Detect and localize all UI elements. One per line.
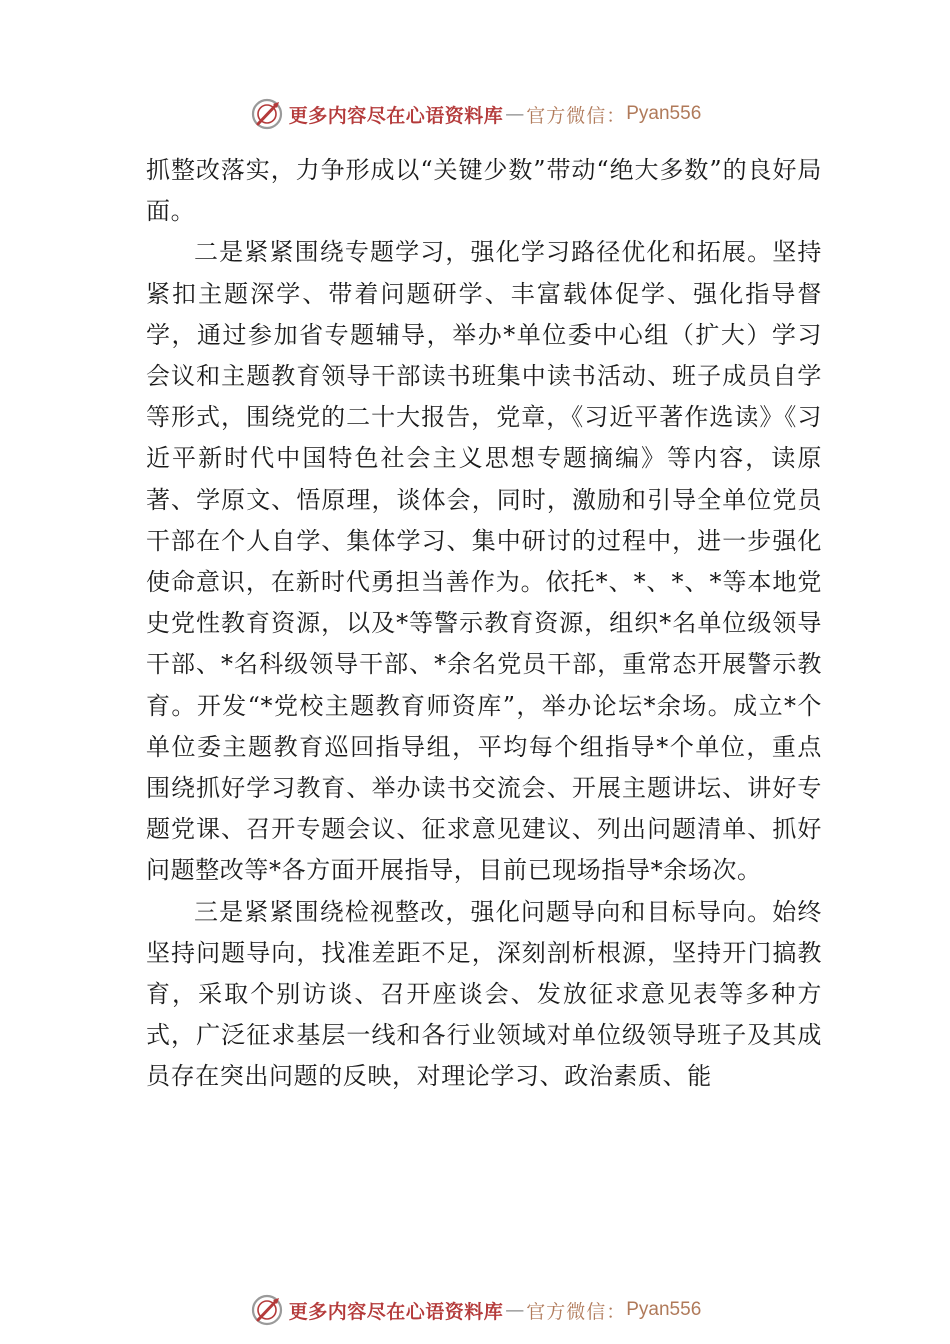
footer-separator: — [505, 1299, 525, 1321]
document-body [146, 150, 822, 1098]
header-wechat-label: 官方微信： [526, 104, 627, 127]
paragraph-study: 二是紧紧围绕专题学习，强化学习路径优化和拓展。坚持紧扣主题深学、带着问题研学、丰富载体促学、强化指导督学，通过参加省专题辅导，举办*单位委中心组（扩大）学习会议和主题教育领导干部读书班集中读书活动、班子成员自学等形式，围绕党的二十大报告，党章，《习近平著作选读》《习近平新时代中国特色社会主义思想专题摘编》等内容，读原著、学原文、悟原理，谈体会，同时，激励和引导全单位党员干部在个人自学、集体学习、集中研讨的过程中，进一步强化使命意识，在新时代勇担当善作为。依托*、*、*、*等本地党史党性教育资源，以及*等警示教育资源，组织*名单位级领导干部、*名科级领导干部、*余名党员干部，重常态开展警示教育。开发“*党校主题教育师资库”，举办论坛*余场。成立*个单位委主题教育巡回指导组，平均每个组指导*个单位，重点围绕抓好学习教育、举办读书交流会、开展主题讲坛、讲好专题党课、召开专题会议、征求意见建议、列出问题清单、抓好问题整改等*各方面开展指导，目前已现场指导*余场次。 [146, 238, 822, 885]
brush-seal-icon [249, 96, 285, 132]
footer-wechat-id: Pyan556 [626, 1299, 702, 1320]
footer-brand-text: 更多内容尽在心语资料库 [288, 1300, 504, 1323]
paragraph-continuation: 抓整改落实，力争形成以“关键少数”带动“绝大多数”的良好局面。 [146, 156, 822, 226]
brush-seal-icon [249, 1292, 285, 1328]
paragraph-rectification: 三是紧紧围绕检视整改，强化问题导向和目标导向。始终坚持问题导向，找准差距不足，深刻剖析根源，坚持开门搞教育，采取个别访谈、召开座谈会、发放征求意见表等多种方式，广泛征求基层一线和各行业领域对单位级领导班子及其成员存在突出问题的反映，对理论学习、政治素质、能 [146, 897, 822, 1091]
header-wechat-id: Pyan556 [626, 103, 702, 124]
header-separator: — [505, 103, 525, 125]
header-brand-text: 更多内容尽在心语资料库 [288, 104, 504, 127]
footer-banner [0, 1290, 950, 1330]
header-banner [0, 94, 950, 134]
footer-wechat-label: 官方微信： [526, 1300, 627, 1323]
